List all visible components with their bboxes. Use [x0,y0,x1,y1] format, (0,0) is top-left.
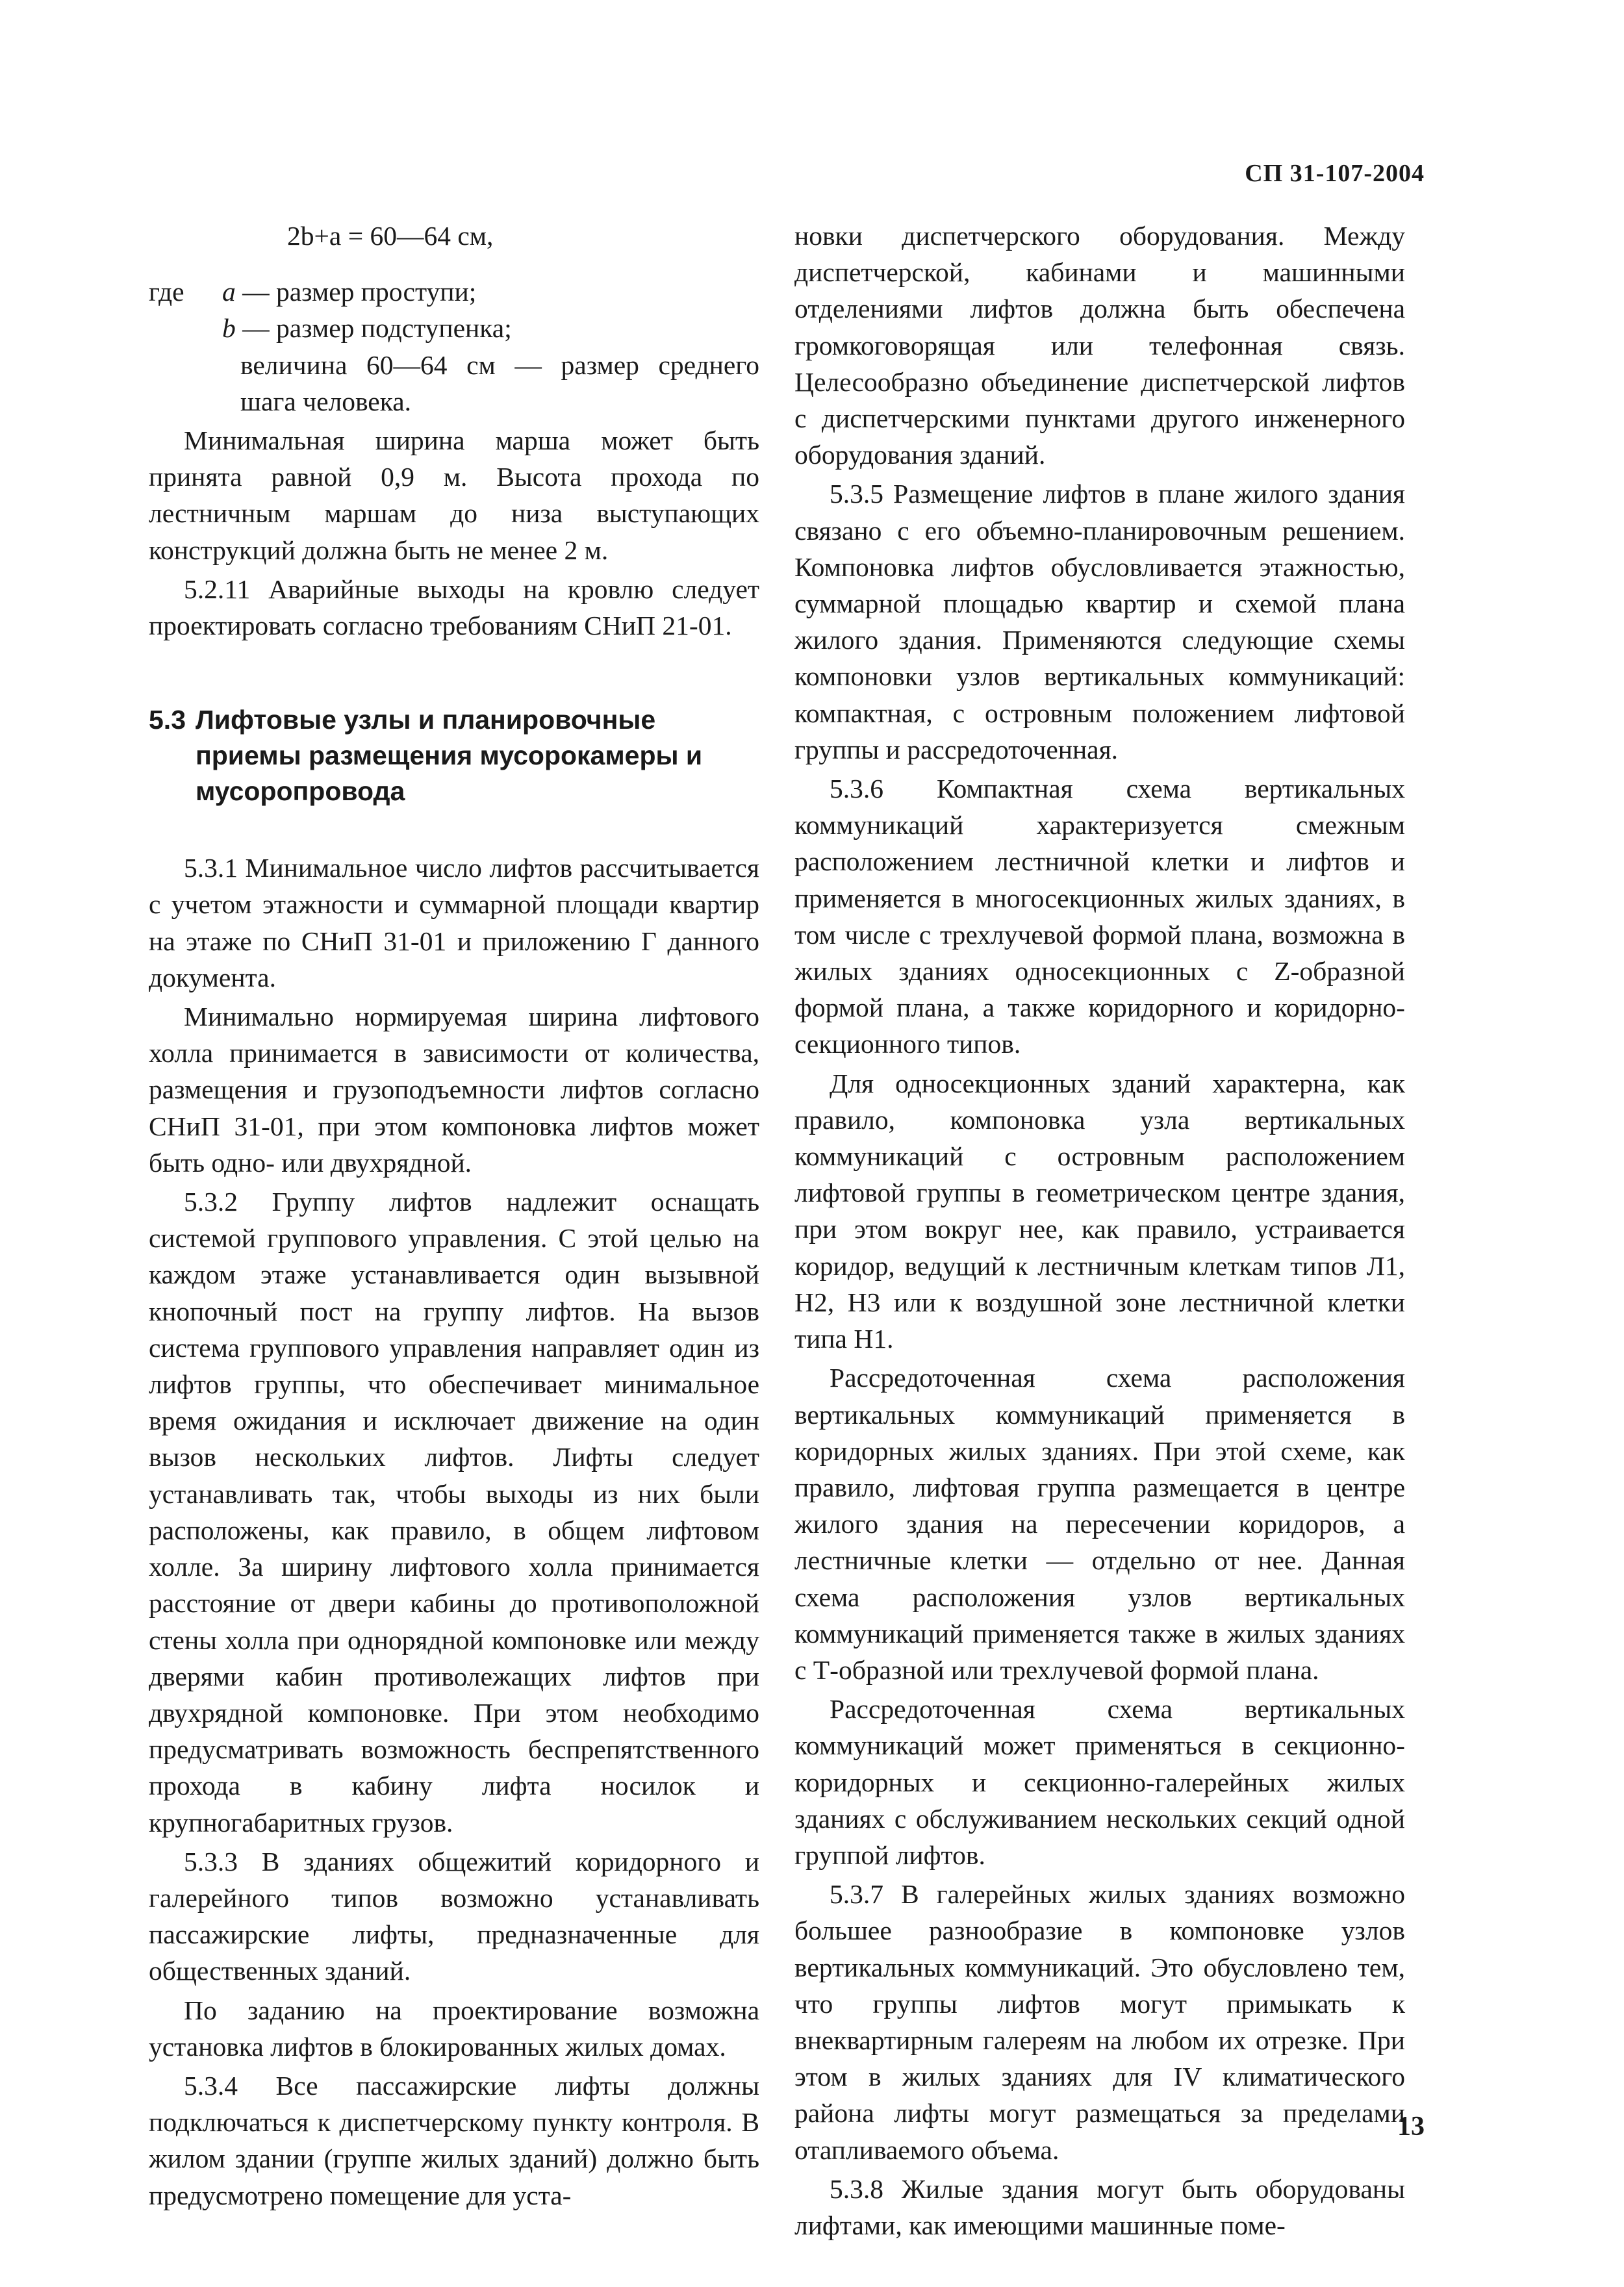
definition-step: величина 60—64 см — размер среднего шага человека. [240,349,759,416]
symbol-a: a [222,277,236,307]
paragraph-5-3-8: 5.3.8 Жилые здания могут быть оборудованы лифтами, как имеющими машинные поме- [794,2173,1405,2240]
left-column [149,218,759,2216]
paragraph-single-section: Для односекционных зданий характерна, как правило, компоновка узла вертикальных коммуникаций с островным расположением лифтовой группы в геометрическом центре здания, при этом вокруг нее, как правило, устраивается коридор, ведущий к лестничным клеткам типов Л1, Н2, Н3 или к воздушной зоне лестничной клетки типа Н1. [794,1068,1405,1354]
paragraph-5-3-4: 5.3.4 Все пассажирские лифты должны подключаться к диспетчерскому пункту контроля. В жилом здании (группе жилых зданий) должно быть предусмотрено помещение для уста- [149,2070,759,2210]
paragraph-min-hall-width: Минимально нормируемая ширина лифтового холла принимается в зависимости от количества, размещения и грузоподъемности лифтов согласно СНиП 31-01, при этом компоновка лифтов может быть одно- или двухрядной. [149,1002,759,1178]
paragraph-5-3-1: 5.3.1 Минимальное число лифтов рассчитывается с учетом этажности и суммарной площади квартир на этаже по СНиП 31-01 и приложению Г данного документа. [149,853,759,992]
paragraph-5-2-11: 5.2.11 Аварийные выходы на кровлю следует проектировать согласно требованиям СНиП 21-01. [149,574,759,641]
where-label: где [149,277,184,307]
definition-b: — размер подступенка; [242,313,512,344]
section-heading [149,702,759,809]
section-title: Лифтовые узлы и планировочные приемы размещения мусорокамеры и мусоропровода [196,705,703,807]
paragraph-5-3-3: 5.3.3 В зданиях общежитий коридорного и галерейного типов возможно устанавливать пассажирские лифты, предназначенные для общественных зданий. [149,1846,759,1986]
paragraph-5-3-2: 5.3.2 Группу лифтов надлежит оснащать системой группового управления. С этой целью на каждом этаже устанавливается один вызывной кнопочный пост на группу лифтов. На вызов система группового управления направляет один из лифтов группы, что обеспечивает минимальное время ожидания и исключает движение на один вызов нескольких лифтов. Лифты следует устанавливать так, чтобы выходы из них были расположены, как правило, в общем лифтовом холле. За ширину лифтового холла принимается расстояние от двери кабины до противоположной стены холла при однорядной компоновке или между дверями кабин противолежащих лифтов при двухрядной компоновке. При этом необходимо предусматривать возможность беспрепятственного прохода в кабину лифта носилок и крупногабаритных грузов. [149,1187,759,1838]
definition-a: — размер проступи; [242,277,477,307]
page-number: 13 [1397,2112,1425,2142]
paragraph-dispersed-1: Рассредоточенная схема расположения вертикальных коммуникаций применяется в коридорных жилых зданиях. При этой схеме, как правило, лифтовая группа размещается в центре жилого здания на пересечении коридоров, а лестничные клетки — отдельно от нее. Данная схема расположения узлов вертикальных коммуникаций применяется также в жилых зданиях с Т-образной или трехлучевой формой плана. [794,1363,1405,1685]
paragraph-dispersed-2: Рассредоточенная схема вертикальных коммуникаций может применяться в секционно-коридорных и секционно-галерейных жилых зданиях с обслуживанием нескольких секций одной группой лифтов. [794,1694,1405,1870]
where-row-a [149,273,759,310]
section-number: 5.3 [149,705,186,735]
symbol-b: b [222,313,236,344]
formula: 2b+a = 60—64 см, [287,221,494,251]
paragraph-task: По заданию на проектирование возможна установка лифтов в блокированных жилых домах. [149,1995,759,2062]
paragraph-march-width: Минимальная ширина марша может быть принята равной 0,9 м. Высота прохода по лестничным маршам до низа выступающих конструкций должна быть не менее 2 м. [149,425,759,565]
standard-code: СП 31-107-2004 [1245,160,1425,187]
paragraph-5-3-7: 5.3.7 В галерейных жилых зданиях возможно большее разнообразие в компоновке узлов вертикальных коммуникаций. Это обусловлено тем, что группы лифтов могут примыкать к внеквартирным галереям на любом их отрезке. При этом в жилых зданиях для IV климатического района лифты могут размещаться за пределами отапливаемого объема. [794,1879,1405,2165]
right-column [794,218,1405,2246]
paragraph-continuation: новки диспетчерского оборудования. Между диспетчерской, кабинами и машинными отделениями лифтов должна быть обеспечена громкоговорящая или телефонная связь. Целесообразно объединение диспетчерской лифтов с диспетчерскими пунктами другого инженерного оборудования зданий. [794,221,1405,470]
paragraph-5-3-6: 5.3.6 Компактная схема вертикальных коммуникаций характеризуется смежным расположением лестничной клетки и лифтов и применяется в многосекционных жилых зданиях, в том числе с трехлучевой формой плана, возможна в жилых зданиях односекционных с Z-образной формой плана, а также коридорного и коридорно-секционного типов. [794,774,1405,1059]
where-row-b [149,310,759,346]
paragraph-5-3-5: 5.3.5 Размещение лифтов в плане жилого здания связано с его объемно-планировочным решением. Компоновка лифтов обусловливается этажностью, суммарной площадью квартир и схемой плана жилого здания. Применяются следующие схемы компоновки узлов вертикальных коммуникаций: компактная, с островным положением лифтовой группы и рассредоточенная. [794,479,1405,764]
